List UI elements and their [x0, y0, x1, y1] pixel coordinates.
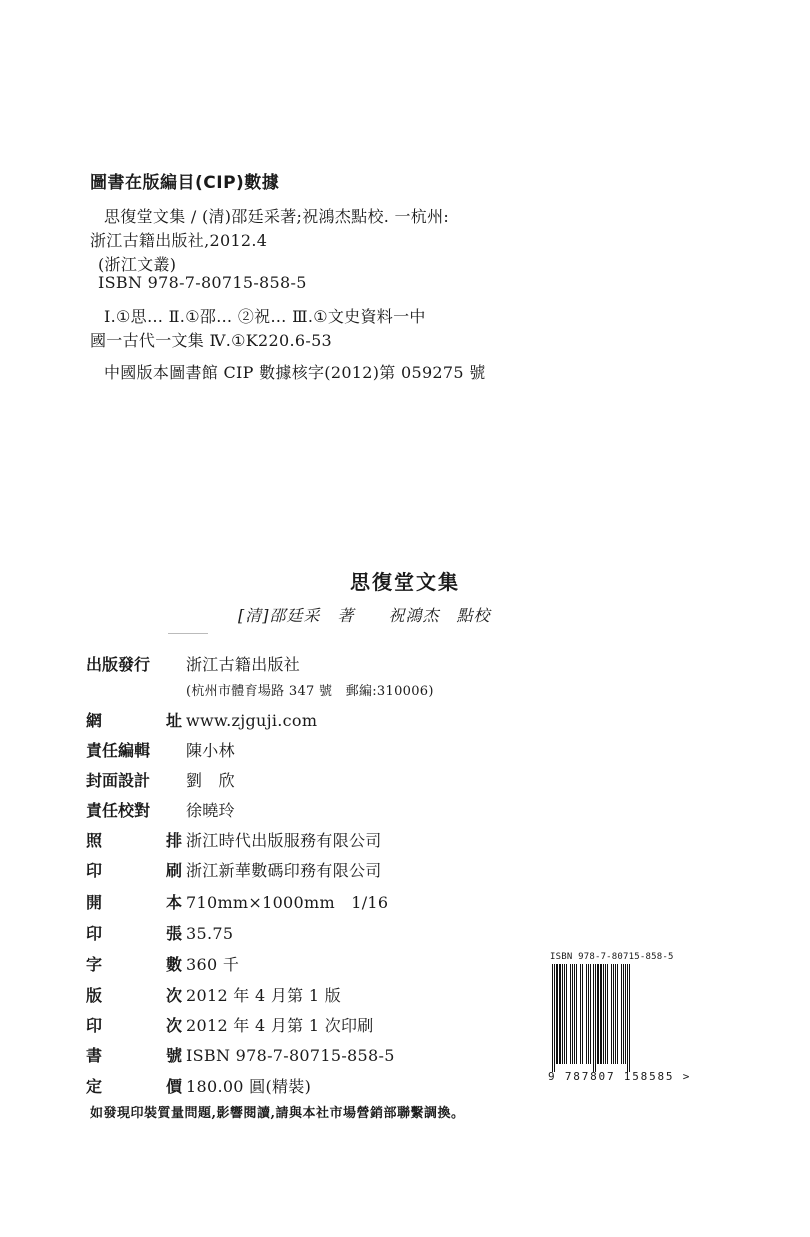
barcode-bar [627, 964, 628, 1072]
barcode-bar [613, 964, 614, 1064]
website-link[interactable]: www.zjguji.com [186, 711, 318, 730]
cip-subject-line-2: 國一古代一文集 Ⅳ.①K220.6-53 [90, 331, 333, 350]
colophon-value: 劉 欣 [186, 771, 235, 790]
cip-subject-line-1: Ⅰ.①思… Ⅱ.①邵… ②祝… Ⅲ.①文史資料一中 [104, 307, 426, 326]
colophon-row-cover [86, 768, 235, 791]
colophon-row-words [86, 952, 239, 975]
colophon-label: 開 本 [86, 893, 182, 912]
barcode-bar [572, 964, 573, 1064]
colophon-row-typeset [86, 828, 382, 851]
barcode-bar [566, 964, 567, 1064]
barcode-bar [574, 964, 575, 1064]
colophon-row-editor [86, 738, 235, 761]
colophon-label: 印 次 [86, 1016, 182, 1035]
barcode-bar [586, 964, 587, 1064]
barcode-bar [564, 964, 565, 1064]
colophon-row-printing [86, 1013, 374, 1036]
barcode-bar [570, 964, 571, 1064]
barcode-bar [590, 964, 591, 1064]
colophon-row-edition [86, 983, 341, 1006]
barcode-bar [556, 964, 558, 1064]
colophon-label: 書 號 [86, 1046, 182, 1065]
cip-heading: 圖書在版編目(CIP)數據 [90, 173, 280, 193]
colophon-row-print [86, 858, 382, 881]
colophon-value: 徐曉玲 [186, 801, 235, 820]
colophon-value: ISBN 978-7-80715-858-5 [186, 1046, 395, 1065]
colophon-label: 網 址 [86, 711, 182, 730]
colophon-label: 封面設計 [86, 771, 151, 790]
barcode-digits: 9 787807 158585 > [548, 1070, 692, 1083]
colophon-label: 照 排 [86, 831, 182, 850]
colophon-row-sheets [86, 921, 233, 944]
colophon-row-format [86, 890, 388, 913]
barcode-bar [576, 964, 577, 1064]
isbn-barcode [548, 952, 708, 1083]
cip-publisher-line: 浙江古籍出版社,2012.4 [90, 231, 268, 250]
colophon-row-website [86, 708, 317, 731]
barcode-bar [554, 964, 555, 1072]
barcode-bar [562, 964, 563, 1064]
colophon-row-publisher [86, 652, 300, 675]
barcode-bar [629, 964, 630, 1072]
barcode-bar [595, 964, 596, 1072]
book-title: 思復堂文集 [350, 570, 460, 594]
cip-bibliographic-line: 思復堂文集 / (清)邵廷采著;祝鴻杰點校. 一杭州: [104, 207, 450, 226]
cip-isbn-line: ISBN 978-7-80715-858-5 [98, 273, 307, 292]
colophon-value: 180.00 圓(精裝) [186, 1077, 312, 1096]
barcode-bar [597, 964, 599, 1064]
colophon-row-price [86, 1074, 311, 1097]
colophon-row-isbn [86, 1043, 395, 1066]
barcode-bar [623, 964, 624, 1064]
colophon-label: 責任編輯 [86, 741, 151, 760]
barcode-bar [600, 964, 602, 1064]
barcode-caption: ISBN 978-7-80715-858-5 [550, 952, 674, 962]
book-byline: [清]邵廷采 著 祝鴻杰 點校 [238, 606, 491, 625]
colophon-value: 浙江新華數碼印務有限公司 [186, 861, 382, 880]
colophon-label: 印 張 [86, 924, 182, 943]
colophon-label: 版 次 [86, 986, 182, 1005]
colophon-label: 定 價 [86, 1077, 182, 1096]
barcode-bar [621, 964, 622, 1064]
barcode-bar [603, 964, 604, 1064]
colophon-value: 2012 年 4 月第 1 次印刷 [186, 1016, 374, 1035]
barcode-bar [588, 964, 589, 1064]
colophon-label: 責任校對 [86, 801, 151, 820]
colophon-label: 出版發行 [86, 655, 151, 674]
colophon-row-proof [86, 798, 235, 821]
cip-series-line: (浙江文叢) [98, 255, 177, 274]
barcode-bar [605, 964, 606, 1064]
barcode-bar [582, 964, 583, 1064]
publisher-address: (杭州市體育場路 347 號 郵編:310006) [186, 684, 434, 699]
footer-note: 如發現印裝質量問題,影響閱讀,請與本社市場營銷部聯繫調換。 [90, 1106, 465, 1121]
colophon-value: 浙江時代出版服務有限公司 [186, 831, 382, 850]
print-smudge [168, 633, 208, 634]
colophon-value: 710mm×1000mm 1/16 [186, 893, 389, 912]
barcode-bar [593, 964, 594, 1072]
barcode-bars [548, 964, 698, 1072]
colophon-label: 印 刷 [86, 861, 182, 880]
barcode-bar [580, 964, 581, 1064]
colophon-label: 字 數 [86, 955, 182, 974]
colophon-value: 2012 年 4 月第 1 版 [186, 986, 342, 1005]
barcode-bar [615, 964, 616, 1064]
barcode-bar [611, 964, 612, 1064]
barcode-bar [607, 964, 608, 1064]
barcode-bar [552, 964, 553, 1072]
colophon-value: 陳小林 [186, 741, 235, 760]
colophon-value: 360 千 [186, 955, 240, 974]
barcode-bar [625, 964, 626, 1064]
colophon-value: 35.75 [186, 924, 234, 943]
colophon-value: 浙江古籍出版社 [186, 655, 301, 674]
barcode-bar [559, 964, 561, 1064]
cip-approval-line: 中國版本圖書館 CIP 數據核字(2012)第 059275 號 [104, 363, 486, 382]
barcode-bar [617, 964, 618, 1064]
